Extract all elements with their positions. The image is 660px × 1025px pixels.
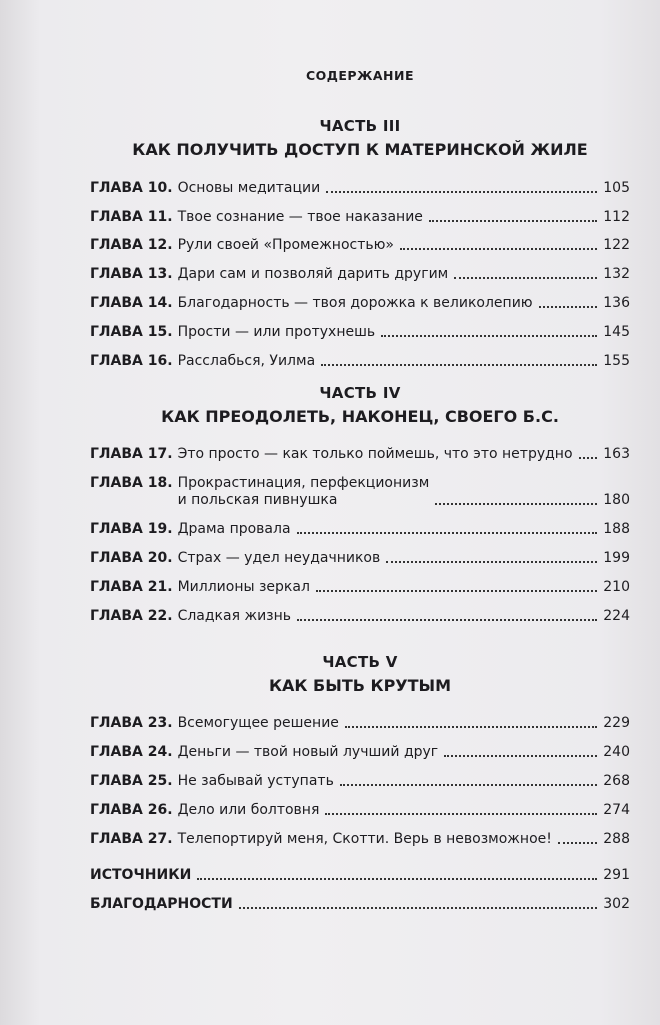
leader-dots	[381, 335, 597, 337]
page-number: 132	[603, 266, 630, 283]
leader-dots	[435, 503, 597, 505]
leader-dots	[345, 726, 597, 728]
leader-dots	[454, 277, 597, 279]
page-number: 229	[603, 715, 630, 732]
chapter-title	[178, 475, 430, 509]
part-number: ЧАСТЬ IV	[319, 383, 401, 402]
page-number: 180	[603, 492, 630, 509]
toc-entry	[90, 226, 630, 255]
chapter-title: Основы медитации	[177, 179, 321, 196]
leader-dots	[325, 813, 597, 815]
leader-dots	[429, 220, 597, 222]
page-number: 112	[603, 208, 630, 225]
toc-title: СОДЕРЖАНИЕ	[305, 68, 415, 83]
toc-entry	[90, 463, 630, 509]
chapter-title: Страх — удел неудачников	[177, 549, 381, 566]
page-number: 210	[603, 578, 630, 595]
chapter-number: ГЛАВА 22.	[90, 607, 173, 624]
leader-dots	[340, 784, 597, 786]
toc-entry	[90, 341, 630, 370]
leader-dots	[239, 907, 598, 909]
page-number: 163	[603, 446, 630, 463]
leader-dots	[321, 364, 597, 366]
toc-entry	[90, 283, 630, 312]
page-number: 188	[603, 521, 630, 538]
toc-entry	[90, 197, 630, 226]
leader-dots	[579, 457, 598, 459]
chapter-title: Прости — или протухнешь	[177, 323, 376, 340]
page-number: 291	[603, 867, 630, 884]
chapter-number: ГЛАВА 13.	[90, 266, 173, 283]
toc-entry	[90, 254, 630, 283]
chapter-title-line-1: Прокрастинация, перфекционизм	[177, 475, 430, 492]
toc-entry	[90, 509, 630, 538]
part-4	[90, 384, 630, 625]
part-5	[90, 653, 630, 848]
toc-entry	[90, 567, 630, 596]
chapter-title: Рули своей «Промежностью»	[177, 237, 394, 254]
toc-entry	[90, 435, 630, 464]
leader-dots	[444, 755, 597, 757]
leader-dots	[297, 532, 598, 534]
leader-dots	[539, 306, 598, 308]
page-number: 302	[603, 896, 630, 913]
chapter-number: ГЛАВА 18.	[90, 475, 173, 492]
toc-entry-sources	[90, 856, 630, 885]
leader-dots	[386, 561, 597, 563]
chapter-number: ГЛАВА 23.	[90, 715, 173, 732]
chapter-number: ГЛАВА 24.	[90, 744, 173, 761]
toc-entry	[90, 790, 630, 819]
chapter-title: Драма провала	[177, 521, 291, 538]
leader-dots	[326, 191, 597, 193]
chapter-title: Деньги — твой новый лучший друг	[177, 744, 439, 761]
chapter-number: ГЛАВА 25.	[90, 772, 173, 789]
chapter-title: Твое сознание — твое наказание	[177, 208, 423, 225]
page-number: 240	[603, 744, 630, 761]
chapter-number: ГЛАВА 17.	[90, 446, 173, 463]
part-3	[90, 117, 630, 370]
chapter-title: Всемогущее решение	[177, 715, 339, 732]
toc-entry	[90, 761, 630, 790]
section-title: ИСТОЧНИКИ	[90, 867, 192, 884]
chapter-number: ГЛАВА 26.	[90, 801, 173, 818]
chapter-number: ГЛАВА 19.	[90, 521, 173, 538]
toc-entry-acknowledgements	[90, 884, 630, 913]
chapter-number: ГЛАВА 10.	[90, 179, 173, 196]
chapter-title: Благодарность — твоя дорожка к великолепию	[177, 294, 533, 311]
page-number: 199	[603, 549, 630, 566]
part-title: КАК ПОЛУЧИТЬ ДОСТУП К МАТЕРИНСКОЙ ЖИЛЕ	[132, 140, 588, 159]
chapter-title: Расслабься, Уилма	[177, 352, 316, 369]
leader-dots	[197, 878, 597, 880]
chapter-number: ГЛАВА 16.	[90, 352, 173, 369]
chapter-number: ГЛАВА 20.	[90, 549, 173, 566]
page-number: 122	[603, 237, 630, 254]
chapter-number: ГЛАВА 21.	[90, 578, 173, 595]
part-title: КАК ПРЕОДОЛЕТЬ, НАКОНЕЦ, СВОЕГО Б.С.	[161, 406, 559, 426]
chapter-title-line-2: и польская пивнушка	[177, 492, 338, 509]
chapter-title: Телепортируй меня, Скотти. Верь в невозможное!	[177, 830, 552, 847]
chapter-title: Дари сам и позволяй дарить другим	[177, 266, 449, 283]
toc-entry	[90, 704, 630, 733]
chapter-title: Сладкая жизнь	[177, 607, 292, 624]
table-of-contents	[90, 68, 630, 913]
toc-entry	[90, 819, 630, 848]
leader-dots	[297, 619, 597, 621]
page-number: 155	[603, 352, 630, 369]
leader-dots	[558, 842, 597, 844]
toc-entry	[90, 538, 630, 567]
toc-entry	[90, 596, 630, 625]
chapter-title: Это просто — как только поймешь, что это нетрудно	[177, 446, 573, 463]
page-number: 268	[603, 772, 630, 789]
leader-dots	[316, 590, 597, 592]
chapter-number: ГЛАВА 12.	[90, 237, 173, 254]
part-number: ЧАСТЬ V	[322, 652, 398, 671]
toc-entry	[90, 732, 630, 761]
page-number: 105	[603, 179, 630, 196]
part-number: ЧАСТЬ III	[319, 117, 401, 135]
page-number: 288	[603, 830, 630, 847]
section-title: БЛАГОДАРНОСТИ	[90, 896, 233, 913]
chapter-number: ГЛАВА 15.	[90, 323, 173, 340]
leader-dots	[400, 248, 597, 250]
part-title: КАК БЫТЬ КРУТЫМ	[268, 675, 452, 695]
chapter-number: ГЛАВА 27.	[90, 830, 173, 847]
chapter-number: ГЛАВА 11.	[90, 208, 173, 225]
chapter-title: Дело или болтовня	[177, 801, 320, 818]
page-number: 274	[603, 801, 630, 818]
page-number: 145	[603, 323, 630, 340]
chapter-title: Не забывай уступать	[177, 772, 334, 789]
chapter-number: ГЛАВА 14.	[90, 294, 173, 311]
page-number: 136	[603, 294, 630, 311]
toc-entry	[90, 168, 630, 197]
chapter-title: Миллионы зеркал	[177, 578, 310, 595]
page-number: 224	[603, 607, 630, 624]
toc-entry	[90, 312, 630, 341]
